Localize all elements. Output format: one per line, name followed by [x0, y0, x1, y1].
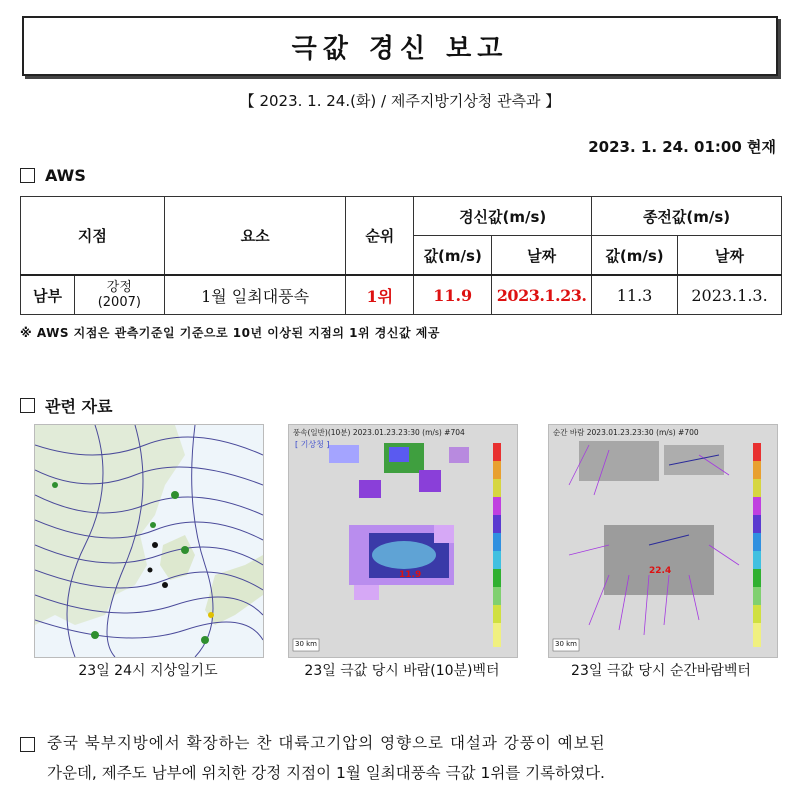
wind-10min-map [288, 424, 518, 658]
section-related [20, 394, 112, 417]
section-related-label: 관련 자료 [45, 397, 113, 416]
title-box [22, 16, 778, 76]
summary-paragraph [20, 728, 782, 788]
caption-gust-wind: 23일 극값 당시 순간바람벡터 [571, 663, 751, 679]
scale-label: 30 km [555, 640, 578, 648]
cell-rank: 1위 [346, 275, 414, 315]
kma-tag: [ 기상청 ] [295, 440, 330, 449]
wind-10min-header: 풍속(일반)(10분) 2023.01.23.23:30 (m/s) #704 [293, 428, 465, 437]
header-element: 요소 [164, 197, 346, 276]
header-rank: 순위 [346, 197, 414, 276]
cell-old-date: 2023.1.3. [678, 275, 782, 315]
wind-10min-value: 11.9 [399, 570, 422, 580]
cell-old-value: 11.3 [592, 275, 678, 315]
section-aws-label: AWS [45, 166, 86, 185]
header-new-date: 날짜 [492, 236, 592, 276]
surface-weather-map [34, 424, 264, 658]
header-old-value: 종전값(m/s) [592, 197, 782, 236]
header-station: 지점 [21, 197, 165, 276]
gust-wind-header: 순간 바람 2023.01.23.23:30 (m/s) #700 [553, 428, 699, 437]
cell-new-date: 2023.1.23. [492, 275, 592, 315]
station-name: 강정 [106, 280, 132, 295]
wind-10min-graphic [289, 425, 517, 657]
gust-wind-map [548, 424, 778, 658]
cell-station [74, 275, 164, 315]
header-old-val: 값(m/s) [592, 236, 678, 276]
weather-map-graphic [35, 425, 263, 657]
cell-region: 남부 [21, 275, 75, 315]
caption-surface-map: 23일 24시 지상일기도 [78, 663, 218, 679]
checkbox-icon [20, 168, 35, 183]
subtitle: 【 2023. 1. 24.(화) / 제주지방기상청 관측과 】 [239, 92, 561, 110]
as-of-time: 2023. 1. 24. 01:00 현재 [588, 138, 776, 156]
station-year: (2007) [97, 295, 141, 310]
scale-label: 30 km [295, 640, 318, 648]
cell-element: 1월 일최대풍속 [164, 275, 346, 315]
paragraph-line-1: 중국 북부지방에서 확장하는 찬 대륙고기압의 영향으로 대설과 강풍이 예보된 [47, 734, 606, 752]
page-title: 극값 경신 보고 [291, 33, 509, 64]
checkbox-icon [20, 737, 35, 752]
gust-wind-graphic [549, 425, 777, 657]
section-aws [20, 166, 86, 185]
gust-wind-value: 22.4 [649, 566, 672, 576]
caption-wind-10min: 23일 극값 당시 바람(10분)벡터 [304, 663, 500, 679]
header-new-value: 경신값(m/s) [414, 197, 592, 236]
checkbox-icon [20, 398, 35, 413]
aws-note: ※ AWS 지점은 관측기준일 기준으로 10년 이상된 지점의 1위 경신값 제공 [20, 326, 440, 340]
header-new-val: 값(m/s) [414, 236, 492, 276]
cell-new-value: 11.9 [414, 275, 492, 315]
aws-table [20, 196, 782, 315]
header-old-date: 날짜 [678, 236, 782, 276]
paragraph-line-2: 가운데, 제주도 남부에 위치한 강정 지점이 1월 일최대풍속 극값 1위를 기록하였다. [47, 764, 605, 782]
